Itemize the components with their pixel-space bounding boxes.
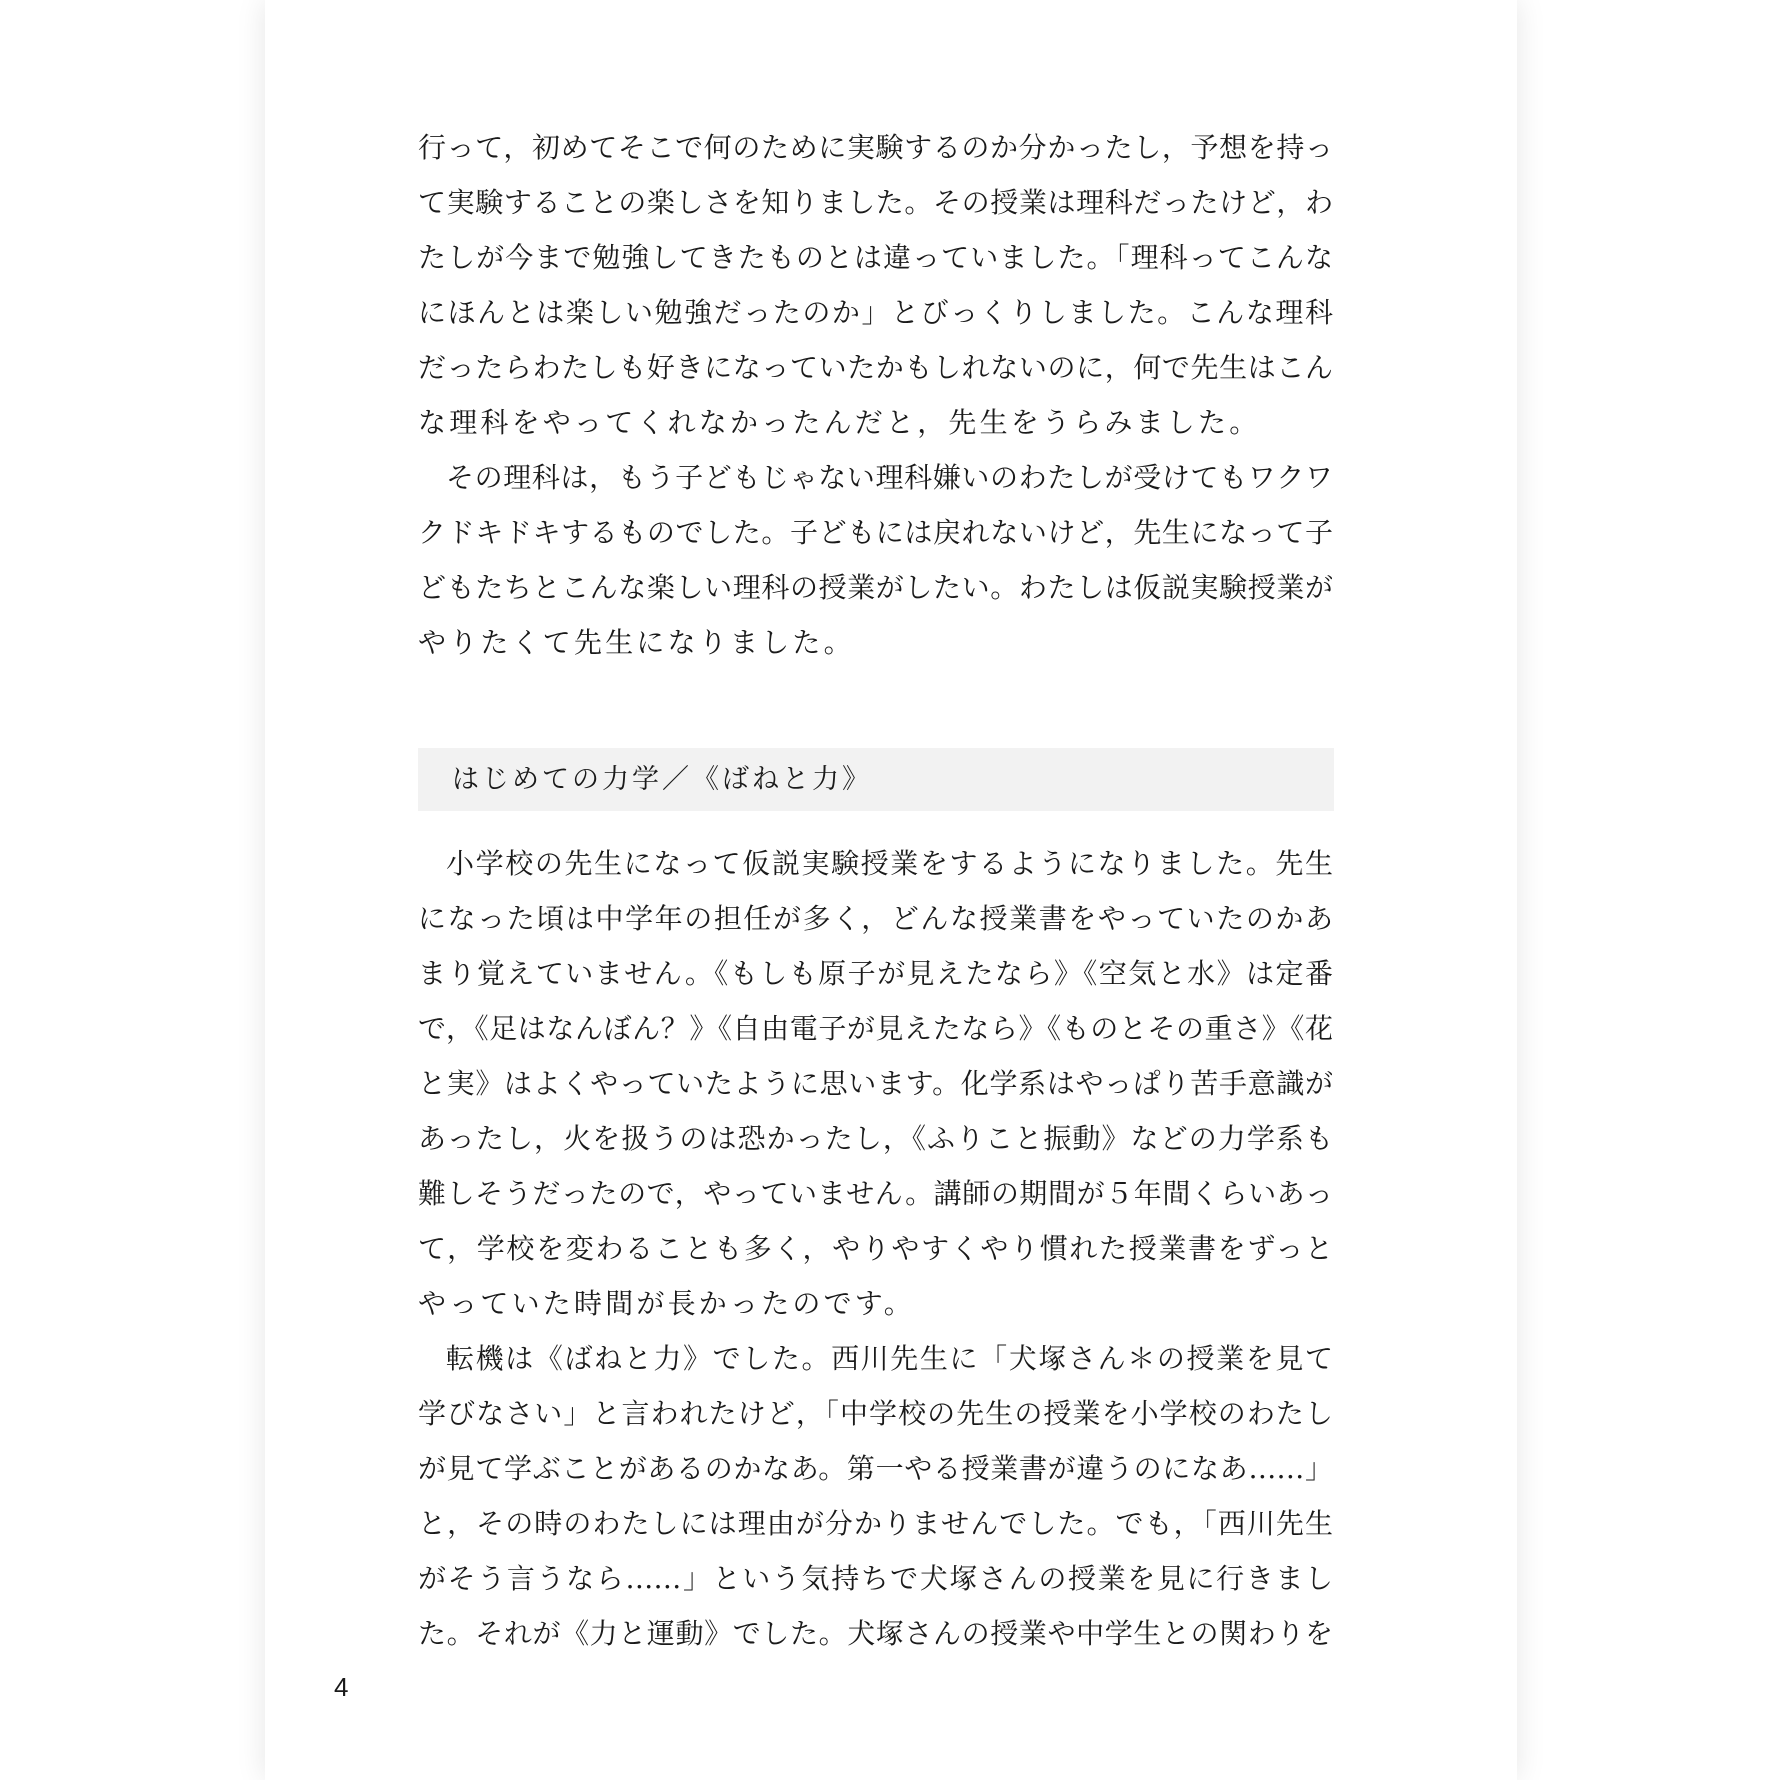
text-line: が見て学ぶことがあるのかなあ。第一やる授業書が違うのになあ……」 <box>418 1452 1333 1485</box>
section-heading-bar <box>418 748 1334 811</box>
text-line: になった頃は中学年の担任が多く，どんな授業書をやっていたのかあ <box>418 902 1333 935</box>
book-page <box>265 0 1517 1780</box>
text-line: と，その時のわたしには理由が分かりませんでした。でも，「西川先生 <box>418 1507 1333 1540</box>
text-line: て，学校を変わることも多く，やりやすくやり慣れた授業書をずっと <box>418 1232 1333 1265</box>
text-line: な理科をやってくれなかったんだと，先生をうらみました。 <box>418 406 1261 439</box>
text-line: にほんとは楽しい勉強だったのか」とびっくりしました。こんな理科 <box>418 296 1333 329</box>
text-line: がそう言うなら……」という気持ちで犬塚さんの授業を見に行きまし <box>418 1562 1333 1595</box>
text-line: と実》はよくやっていたように思います。化学系はやっぱり苦手意識が <box>418 1067 1333 1100</box>
text-line: やっていた時間が長かったのです。 <box>418 1287 915 1320</box>
text-line: 行って，初めてそこで何のために実験するのか分かったし，予想を持っ <box>418 131 1333 164</box>
text-line: で，《足はなんぼん？》《自由電子が見えたなら》《ものとその重さ》《花 <box>418 1012 1333 1045</box>
text-line: 小学校の先生になって仮説実験授業をするようになりました。先生 <box>446 847 1333 880</box>
text-line: クドキドキするものでした。子どもには戻れないけど，先生になって子 <box>418 516 1333 549</box>
text-line: 転機は《ばねと力》でした。西川先生に「犬塚さん＊の授業を見て <box>446 1342 1333 1375</box>
text-line: あったし，火を扱うのは恐かったし，《ふりこと振動》などの力学系も <box>418 1122 1333 1155</box>
text-line: やりたくて先生になりました。 <box>418 626 855 659</box>
page-number: 4 <box>334 1672 349 1702</box>
text-line: 学びなさい」と言われたけど，「中学校の先生の授業を小学校のわたし <box>418 1397 1333 1430</box>
text-line: 難しそうだったので，やっていません。講師の期間が５年間くらいあっ <box>418 1177 1333 1210</box>
text-line: て実験することの楽しさを知りました。その授業は理科だったけど，わ <box>418 186 1333 219</box>
text-line: だったらわたしも好きになっていたかもしれないのに，何で先生はこん <box>418 351 1333 384</box>
text-line: その理科は，もう子どもじゃない理科嫌いのわたしが受けてもワクワ <box>446 461 1333 494</box>
text-line: まり覚えていません。《もしも原子が見えたなら》《空気と水》は定番 <box>418 957 1333 990</box>
text-line: たしが今まで勉強してきたものとは違っていました。「理科ってこんな <box>418 241 1333 274</box>
section-heading: はじめての力学／《ばねと力》 <box>452 764 872 795</box>
text-line: た。それが《力と運動》でした。犬塚さんの授業や中学生との関わりを <box>418 1617 1333 1650</box>
text-line: どもたちとこんな楽しい理科の授業がしたい。わたしは仮説実験授業が <box>418 571 1333 604</box>
